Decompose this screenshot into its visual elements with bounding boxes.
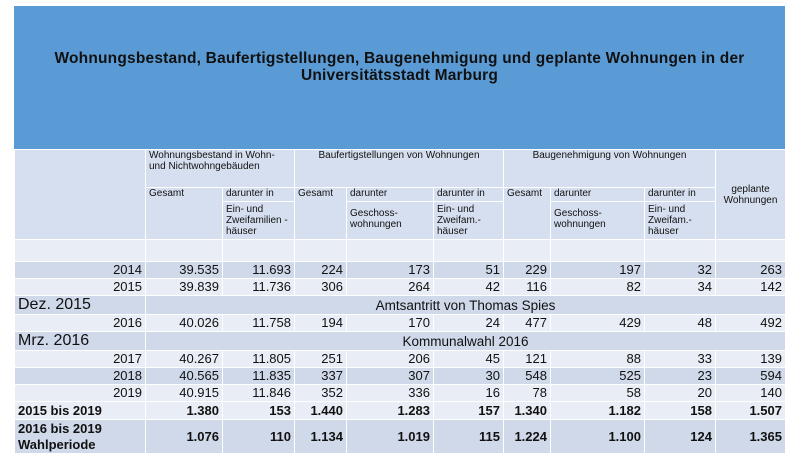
table-cell: 251 [295,351,347,368]
table-cell: 352 [295,385,347,402]
event-row [15,296,786,315]
table-cell: 11.835 [223,368,295,385]
table-cell: 306 [295,279,347,296]
table-row [15,351,786,368]
summary-cell: 1.340 [504,402,551,420]
table-cell: 337 [295,368,347,385]
row-label: 2016 [15,315,146,332]
table-row [15,315,786,332]
table-cell: 116 [504,279,551,296]
summary-cell: 1.283 [347,402,434,420]
table-cell: 88 [551,351,645,368]
summary-cell: 157 [434,402,504,420]
table-row [15,279,786,296]
summary-cell: 1.134 [295,420,347,454]
header-fertig-gesamt: Gesamt [295,188,347,240]
header-genehm-darunter-in: darunter in [645,188,716,202]
header-fertig-ein-zwei-fam: Ein- und Zweifam.- häuser [434,202,504,240]
table-cell: 51 [434,262,504,279]
title-banner [14,6,785,149]
row-label: Mrz. 2016 [15,332,146,351]
summary-cell: 1.100 [551,420,645,454]
table-cell: 23 [645,368,716,385]
header-geplant: geplante Wohnungen [716,150,786,240]
table-row [15,368,786,385]
page-title: Wohnungsbestand, Baufertigstellungen, Baugenehmigung und geplante Wohnungen in der Universitätsstadt Marburg [54,50,745,84]
header-fertig-darunter: darunter [347,188,434,202]
header-genehm-darunter: darunter [551,188,645,202]
header-bestand-darunter-in: darunter in [223,188,295,202]
housing-table [14,149,786,454]
table-cell: 48 [645,315,716,332]
summary-cell: 1.182 [551,402,645,420]
header-bestand-gesamt: Gesamt [146,188,223,240]
header-fertig-darunter-in: darunter in [434,188,504,202]
table-cell: 594 [716,368,786,385]
table-row [15,262,786,279]
table-cell: 58 [551,385,645,402]
row-label: 2015 [15,279,146,296]
table-cell: 11.736 [223,279,295,296]
table-cell: 429 [551,315,645,332]
table-cell: 170 [347,315,434,332]
table-cell: 197 [551,262,645,279]
row-label: 2019 [15,385,146,402]
summary-label: 2016 bis 2019 Wahlperiode [15,420,146,454]
row-label: Dez. 2015 [15,296,146,315]
table-cell: 142 [716,279,786,296]
header-fertig-geschoss: Geschoss- wohnungen [347,202,434,240]
header-genehm: Baugenehmigung von Wohnungen [504,150,716,188]
summary-cell: 1.076 [146,420,223,454]
spacer-row [15,240,786,262]
table-cell: 224 [295,262,347,279]
table-cell: 32 [645,262,716,279]
table-cell: 11.846 [223,385,295,402]
table-cell: 263 [716,262,786,279]
summary-label: 2015 bis 2019 [15,402,146,420]
table-cell: 33 [645,351,716,368]
table-cell: 42 [434,279,504,296]
header-genehm-ein-zwei-fam: Ein- und Zweifam.- häuser [645,202,716,240]
header-genehm-gesamt: Gesamt [504,188,551,240]
table-cell: 11.693 [223,262,295,279]
table-cell: 40.267 [146,351,223,368]
table-cell: 40.915 [146,385,223,402]
table-cell: 206 [347,351,434,368]
table-cell: 34 [645,279,716,296]
table-cell: 525 [551,368,645,385]
table-cell: 121 [504,351,551,368]
summary-cell: 1.440 [295,402,347,420]
table-cell: 24 [434,315,504,332]
summary-cell: 124 [645,420,716,454]
table-cell: 548 [504,368,551,385]
table-cell: 492 [716,315,786,332]
event-row [15,332,786,351]
table-cell: 173 [347,262,434,279]
header-fertig: Baufertigstellungen von Wohnungen [295,150,504,188]
table-row [15,385,786,402]
table-cell: 40.026 [146,315,223,332]
event-text: Amtsantritt von Thomas Spies [146,296,786,315]
summary-row [15,420,786,454]
table-cell: 264 [347,279,434,296]
table-cell: 229 [504,262,551,279]
row-label: 2017 [15,351,146,368]
table-cell: 40.565 [146,368,223,385]
table-cell: 16 [434,385,504,402]
table-cell: 45 [434,351,504,368]
summary-cell: 1.380 [146,402,223,420]
table-cell: 336 [347,385,434,402]
summary-row [15,402,786,420]
table-cell: 139 [716,351,786,368]
summary-cell: 153 [223,402,295,420]
table-cell: 307 [347,368,434,385]
row-label: 2014 [15,262,146,279]
table-cell: 78 [504,385,551,402]
header-ein-zwei-fam: Ein- und Zweifamilien -häuser [223,202,295,240]
row-label: 2018 [15,368,146,385]
table-cell: 11.805 [223,351,295,368]
header-corner [15,150,146,240]
summary-cell: 1.019 [347,420,434,454]
table-cell: 140 [716,385,786,402]
summary-cell: 115 [434,420,504,454]
table-cell: 11.758 [223,315,295,332]
summary-cell: 1.224 [504,420,551,454]
header-genehm-geschoss: Geschoss- wohnungen [551,202,645,240]
table-cell: 30 [434,368,504,385]
header-bestand: Wohnungsbestand in Wohn- und Nichtwohngebäuden [146,150,295,188]
table-cell: 20 [645,385,716,402]
summary-cell: 1.365 [716,420,786,454]
summary-cell: 158 [645,402,716,420]
table-cell: 39.535 [146,262,223,279]
table-cell: 82 [551,279,645,296]
summary-cell: 110 [223,420,295,454]
table-cell: 39.839 [146,279,223,296]
table-cell: 477 [504,315,551,332]
event-text: Kommunalwahl 2016 [146,332,786,351]
table-cell: 194 [295,315,347,332]
summary-cell: 1.507 [716,402,786,420]
